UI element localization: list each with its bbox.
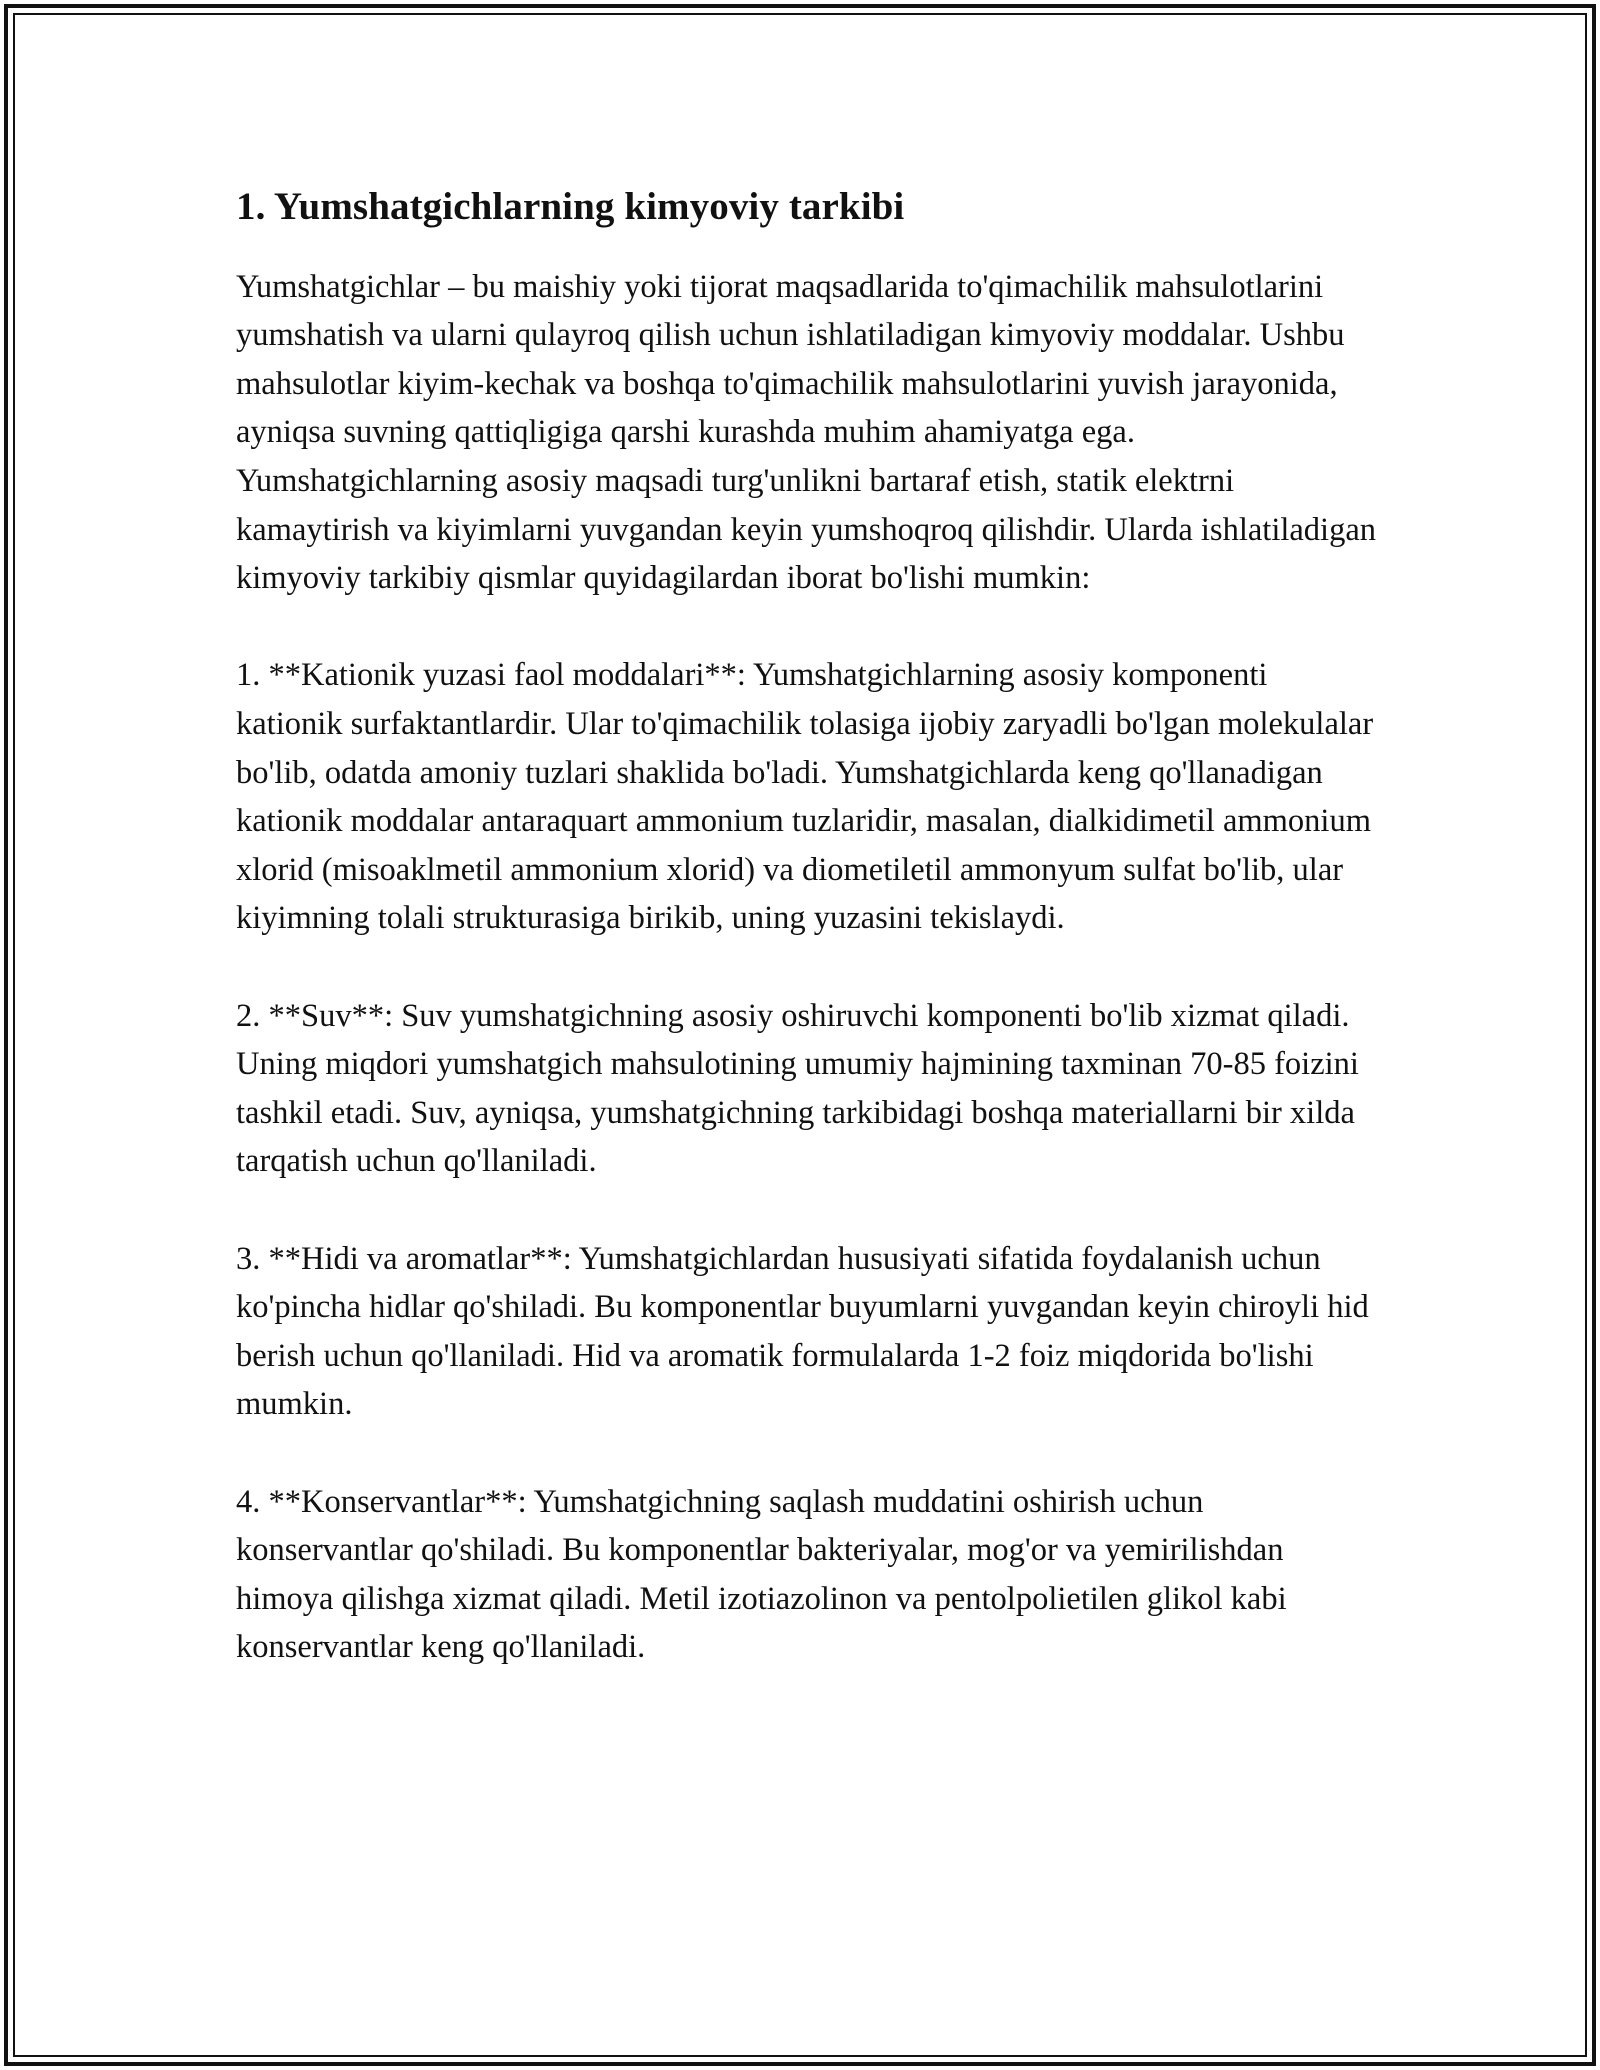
intro-paragraph: Yumshatgichlar – bu maishiy yoki tijorat maqsadlarida to'qimachilik mahsulotlarini yumshatish va ularni qulayroq qilish uchun ishlatiladigan kimyoviy moddalar. Ushbu mahsulotlar kiyim-kechak va boshqa to'qimachilik mahsulotlarini yuvish jarayonida, ayniqsa suvning qattiqligiga qarshi kurashda muhim ahamiyatga ega. Yumshatgichlarning asosiy maqsadi turg'unlikni bartaraf etish, statik elektrni kamaytirish va kiyimlarni yuvgandan keyin yumshoqroq qilishdir. Ularda ishlatiladigan kimyoviy tarkibiy qismlar quyidagilardan iborat bo'lishi mumkin: <box>236 268 1377 597</box>
list-item-fragrances: 3. **Hidi va aromatlar**: Yumshatgichlardan hususiyati sifatida foydalanish uchun ko'pincha hidlar qo'shiladi. Bu komponentlar buyumlarni yuvgandan keyin chiroyli hid berish uchun qo'llaniladi. Hid va aromatik formulalarda 1-2 foiz miqdorida bo'lishi mumkin. <box>236 1240 1369 1423</box>
document-body <box>236 182 1376 1721</box>
list-item-water: 2. **Suv**: Suv yumshatgichning asosiy oshiruvchi komponenti bo'lib xizmat qiladi. Uning miqdori yumshatgich mahsulotining umumiy hajmining taxminan 70-85 foizini tashkil etadi. Suv, ayniqsa, yumshatgichning tarkibidagi boshqa materiallarni bir xilda tarqatish uchun qo'llaniladi. <box>236 997 1359 1180</box>
section-heading: 1. Yumshatgichlarning kimyoviy tarkibi <box>236 185 905 228</box>
list-item-preservatives: 4. **Konservantlar**: Yumshatgichning saqlash muddatini oshirish uchun konservantlar qo'shiladi. Bu komponentlar bakteriyalar, mog'or va yemirilishdan himoya qilishga xizmat qiladi. Metil izotiazolinon va pentolpolietilen glikol kabi konservantlar keng qo'llaniladi. <box>236 1483 1287 1666</box>
list-item-cationic-surfactants: 1. **Kationik yuzasi faol moddalari**: Yumshatgichlarning asosiy komponenti kationik surfaktantlardir. Ular to'qimachilik tolasiga ijobiy zaryadli bo'lgan molekulalar bo'lib, odatda amoniy tuzlari shaklida bo'ladi. Yumshatgichlarda keng qo'llanadigan kationik moddalar antaraquart ammonium tuzlaridir, masalan, dialkidimetil ammonium xlorid (misoaklmetil ammonium xlorid) va diometiletil ammonyum sulfat bo'lib, ular kiyimning tolali strukturasiga birikib, uning yuzasini tekislaydi. <box>236 657 1374 937</box>
